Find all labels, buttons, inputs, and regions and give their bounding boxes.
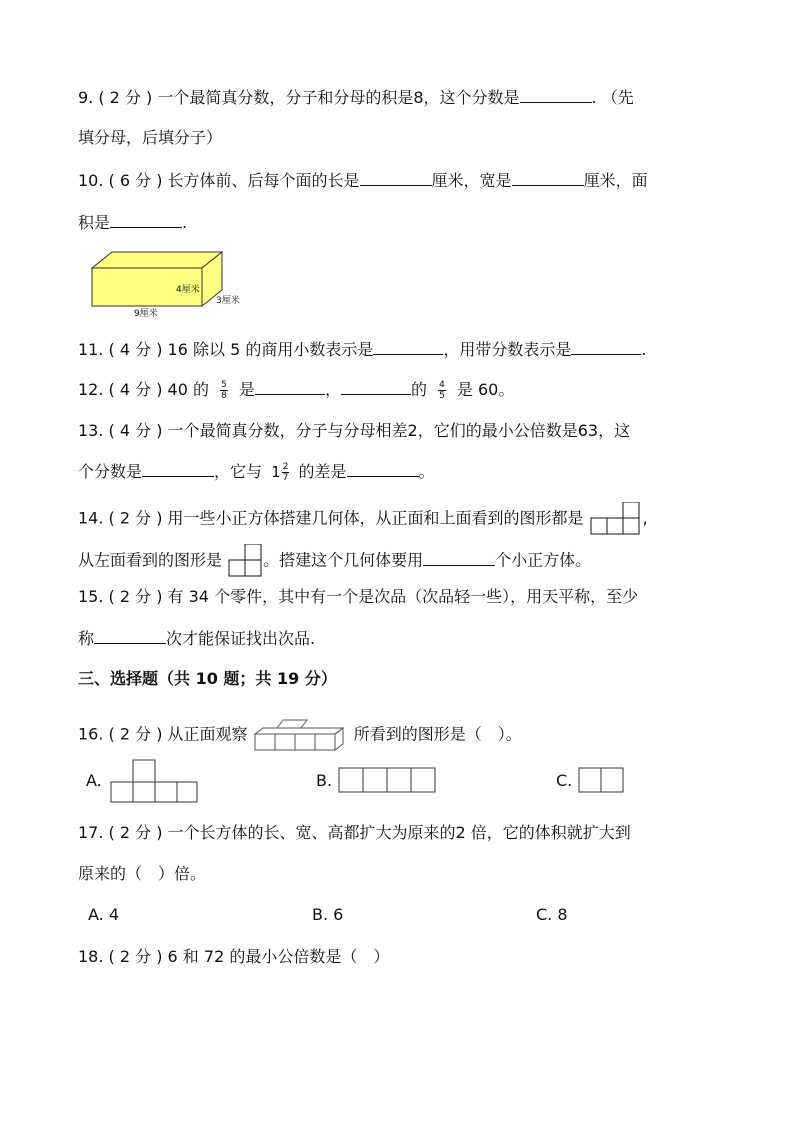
q14-front-top-view-figure [589,502,643,536]
q16-option-b-figure [338,766,438,794]
question-11 [78,338,646,361]
q16-option-a-figure [110,758,198,804]
q14-left-square [245,544,261,560]
q16-option-b-label: B. [316,771,333,790]
q16-option-c-label: C. [556,771,573,790]
question-13-line2 [78,460,435,483]
q12-blank-1[interactable] [255,378,325,395]
q9-line2-text: 填分母，后填分子） [78,128,223,147]
q12-fraction-1-numerator: 5 [221,380,227,390]
question-14-line2 [78,544,591,578]
q12-fraction-2-denominator: 5 [439,391,445,401]
q11-text-2: ，用带分数表示是 [443,340,572,359]
q14-square [623,502,639,518]
q13-line2-text-2: ，它与 [214,462,263,481]
cuboid-figure [86,248,256,322]
question-9-line2 [78,127,222,149]
q13-mixed-number [271,461,289,483]
q12-blank-2[interactable] [341,378,411,395]
q10-blank-area[interactable] [110,211,182,228]
q16-text: 16. ( 2 分 ) 从正面观察 [78,724,248,744]
q11-blank-mixed[interactable] [571,338,641,355]
q17-text: 17. ( 2 分 ) 一个长方体的长、宽、高都扩大为原来的2 倍，它的体积就扩大到 [78,823,631,842]
q16-top-cube [277,720,307,728]
q16-option-c[interactable] [556,770,572,792]
q14-text-tail: , [642,508,648,528]
q17-option-a[interactable]: A. 4 [88,905,120,924]
opt-b-square [387,768,411,792]
q13-blank-fraction[interactable] [142,460,214,477]
q14-left-square [245,560,261,576]
q14-text: 14. ( 2 分 ) 用一些小正方体搭建几何体，从正面和上面看到的图形都是 [78,508,584,528]
section-3-heading: 三、选择题（共 10 题；共 19 分） [78,669,337,688]
q11-text-3: . [641,340,647,359]
opt-b-square [339,768,363,792]
question-14 [78,502,648,536]
opt-c-square [601,768,623,792]
q13-mixed-whole: 1 [271,463,281,481]
q16-solid-figure [253,718,349,752]
q11-text: 11. ( 4 分 ) 16 除以 5 的商用小数表示是 [78,340,374,359]
q9-text-tail: . （先 [591,88,634,107]
q16-text-tail: 所看到的图形是（ ）。 [353,724,522,744]
q16-option-b[interactable] [316,770,332,792]
q9-blank[interactable] [520,86,592,103]
cuboid-length-label: 9厘米 [134,309,158,319]
q15-line2-text: 称 [78,629,95,648]
q14-blank-cube-count[interactable] [423,549,495,566]
q16-side-face [335,728,343,750]
q10-text-2: 厘米，宽是 [431,171,512,190]
q16-cube [315,734,335,750]
q14-square [607,518,623,534]
question-9 [78,86,634,109]
q10-text-3: 厘米，面 [583,171,648,190]
q14-left-square [229,560,245,576]
cuboid-top-face [92,252,222,268]
q12-fraction-2 [438,380,446,401]
q13-line2-tail: 。 [418,462,435,481]
q12-text-3: ， [324,380,341,399]
q16-cube [295,734,315,750]
q18-text: 18. ( 2 分 ) 6 和 72 的最小公倍数是（ ） [78,947,390,966]
q16-top-face [255,728,343,734]
q12-text-4: 的 [410,380,427,399]
opt-a-square [111,782,133,802]
q15-line2-tail: 次才能保证找出次品. [166,629,316,648]
q10-blank-width[interactable] [512,169,584,186]
q16-cube [255,734,275,750]
question-17-line2 [78,863,206,885]
q13-mixed-denominator: 7 [282,472,289,483]
opt-a-square [177,782,197,802]
opt-a-square [133,760,155,782]
question-17 [78,822,631,844]
q16-cube [275,734,295,750]
opt-b-square [363,768,387,792]
q14-square [591,518,607,534]
q9-text: 9. ( 2 分 ) 一个最简真分数，分子和分母的积是8，这个分数是 [78,88,520,107]
q16-option-c-figure [578,766,626,794]
q10-line2-tail: . [182,213,188,232]
q13-mixed-numerator: 2 [282,461,289,472]
question-15 [78,586,638,608]
q15-text: 15. ( 2 分 ) 有 34 个零件，其中有一个是次品（次品轻一些），用天平称，至少 [78,587,639,606]
q11-blank-decimal[interactable] [373,338,443,355]
q12-text-5: 是 60。 [456,380,515,399]
question-16 [78,718,522,752]
question-13 [78,420,630,442]
opt-a-square [155,782,177,802]
q14-line2-tail: 个小正方体。 [495,550,592,570]
question-15-line2 [78,627,315,650]
cuboid-height-label: 4厘米 [176,285,200,295]
opt-b-square [411,768,435,792]
q12-fraction-1-denominator: 8 [221,391,227,401]
q12-text-2: 是 [238,380,255,399]
q13-blank-difference[interactable] [347,460,419,477]
q14-square [623,518,639,534]
q17-line2-text: 原来的（ ）倍。 [78,864,207,883]
opt-a-square [133,782,155,802]
q14-line2-text: 从左面看到的图形是 [78,550,223,570]
q16-option-a[interactable] [86,770,102,792]
q15-blank-times[interactable] [94,627,166,644]
q17-option-b[interactable]: B. 6 [312,905,344,924]
q12-fraction-2-numerator: 4 [439,380,445,390]
opt-c-square [579,768,601,792]
q16-option-a-label: A. [86,771,102,790]
q10-text: 10. ( 6 分 ) 长方体前、后每个面的长是 [78,171,360,190]
q17-option-c[interactable]: C. 8 [536,905,568,924]
q10-line2-text: 积是 [78,213,111,232]
question-18 [78,946,389,968]
q10-blank-length[interactable] [360,169,432,186]
q13-line2-text-3: 的差是 [298,462,347,481]
cuboid-depth-label: 3厘米 [216,296,240,306]
q12-text: 12. ( 4 分 ) 40 的 [78,380,209,399]
question-10-line2 [78,211,187,234]
q14-left-view-figure [227,544,263,578]
q14-line2-text-2: 。搭建这个几何体要用 [263,550,424,570]
question-10 [78,169,648,192]
q13-line2-text: 个分数是 [78,462,143,481]
q13-text: 13. ( 4 分 ) 一个最简真分数，分子与分母相差2，它们的最小公倍数是63，这 [78,421,631,440]
q12-fraction-1 [220,380,228,401]
q13-mixed-fraction [282,462,290,483]
question-12 [78,378,514,401]
